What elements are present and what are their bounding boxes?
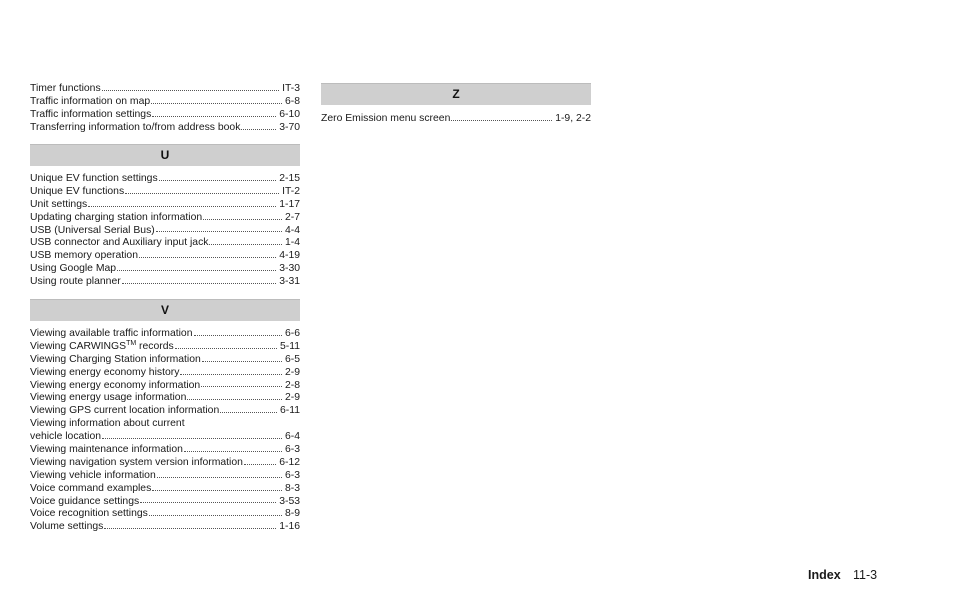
index-entry-text: Viewing information about current xyxy=(30,418,185,430)
index-group-u xyxy=(30,173,300,289)
index-entry xyxy=(321,113,591,126)
dot-leader xyxy=(125,193,279,194)
index-entry xyxy=(30,96,300,109)
index-entry xyxy=(30,250,300,263)
index-entry-text: USB connector and Auxiliary input jack xyxy=(30,237,209,249)
index-entry-page: 1-16 xyxy=(279,521,300,533)
index-entry xyxy=(30,122,300,135)
index-entry-text: USB memory operation xyxy=(30,250,138,262)
index-entry-text: Viewing navigation system version information xyxy=(30,456,243,468)
index-entry-text: Viewing GPS current location information xyxy=(30,405,220,417)
index-entry xyxy=(30,263,300,276)
trademark-superscript: TM xyxy=(126,339,137,347)
index-entry-page: 2-9 xyxy=(284,392,300,404)
dot-leader xyxy=(104,528,276,529)
dot-leader xyxy=(140,502,276,503)
index-entry-text: Volume settings xyxy=(30,521,104,533)
index-entry-text: Unique EV function settings xyxy=(30,173,158,184)
dot-leader xyxy=(244,464,276,465)
index-entry xyxy=(30,173,300,186)
index-entry xyxy=(30,431,300,444)
index-entry-page: 6-12 xyxy=(279,456,300,468)
dot-leader xyxy=(209,244,282,245)
dot-leader xyxy=(152,116,276,117)
index-entry xyxy=(30,392,300,405)
index-entry-page: 6-6 xyxy=(284,328,300,339)
index-entry-text: Transferring information to/from address book xyxy=(30,121,241,133)
index-entry-text: Voice command examples xyxy=(30,482,152,494)
dot-leader xyxy=(201,386,282,387)
dot-leader xyxy=(139,257,276,258)
index-entry xyxy=(30,276,300,289)
index-entry-text: Using Google Map xyxy=(30,263,117,275)
index-entry-page: 6-4 xyxy=(284,431,300,443)
dot-leader xyxy=(157,477,282,478)
index-entry-page: 1-4 xyxy=(284,237,300,249)
index-group-t xyxy=(30,83,300,135)
dot-leader xyxy=(451,120,552,121)
index-entry-page: 2-7 xyxy=(284,211,300,223)
dot-leader xyxy=(187,399,282,400)
dot-leader xyxy=(117,270,276,271)
dot-leader xyxy=(149,515,282,516)
index-entry-page: 2-15 xyxy=(279,173,300,184)
index-entry-text: Timer functions xyxy=(30,83,101,94)
index-entry-page: 4-19 xyxy=(279,250,300,262)
dot-leader xyxy=(156,231,282,232)
dot-leader xyxy=(159,180,277,181)
index-entry xyxy=(30,83,300,96)
dot-leader xyxy=(88,206,276,207)
index-entry-page: IT-3 xyxy=(282,83,300,94)
index-entry xyxy=(30,508,300,521)
footer-page-number: 11-3 xyxy=(853,568,878,582)
index-entry-text: Viewing maintenance information xyxy=(30,444,183,456)
dot-leader xyxy=(122,283,277,284)
index-entry-page: 6-5 xyxy=(284,353,300,365)
section-header-v: V xyxy=(30,299,300,321)
index-entry xyxy=(30,225,300,238)
dot-leader xyxy=(102,90,279,91)
dot-leader xyxy=(175,348,277,349)
index-entry xyxy=(30,483,300,496)
index-entry-page: 8-3 xyxy=(284,482,300,494)
dot-leader xyxy=(220,412,277,413)
index-entry-page: 2-9 xyxy=(284,366,300,378)
index-entry xyxy=(30,457,300,470)
index-entry-text: USB (Universal Serial Bus) xyxy=(30,224,155,236)
index-entry xyxy=(30,367,300,380)
dot-leader xyxy=(203,219,282,220)
index-entry xyxy=(30,199,300,212)
index-entry-page: 3-53 xyxy=(279,495,300,507)
index-entry-page: 3-31 xyxy=(279,276,300,288)
index-entry-text: Zero Emission menu screen xyxy=(321,113,451,124)
index-entry-page: 3-30 xyxy=(279,263,300,275)
index-entry xyxy=(30,418,300,431)
dot-leader xyxy=(184,451,282,452)
section-header-u: U xyxy=(30,144,300,166)
index-entry-text: Traffic information settings xyxy=(30,108,152,120)
index-entry xyxy=(30,354,300,367)
index-entry-page: 6-10 xyxy=(279,108,300,120)
index-entry-page: 6-8 xyxy=(284,95,300,107)
dot-leader xyxy=(102,438,282,439)
index-entry-text: Viewing energy economy history xyxy=(30,366,180,378)
index-entry xyxy=(30,405,300,418)
index-entry-text: Updating charging station information xyxy=(30,211,203,223)
index-entry-text: Viewing energy usage information xyxy=(30,392,187,404)
index-entry-text: Viewing CARWINGS™ records xyxy=(30,339,174,352)
dot-leader xyxy=(202,361,282,362)
index-entry-page: IT-2 xyxy=(282,185,300,197)
footer-section-label: Index xyxy=(808,568,841,582)
index-entry-text: Viewing energy economy information xyxy=(30,379,201,391)
index-entry-text: vehicle location xyxy=(30,431,102,443)
index-entry-text: Using route planner xyxy=(30,276,121,288)
index-entry-text: Viewing available traffic information xyxy=(30,328,193,339)
index-entry-text: Unique EV functions xyxy=(30,185,125,197)
index-entry xyxy=(30,237,300,250)
index-entry xyxy=(30,496,300,509)
dot-leader xyxy=(152,490,282,491)
index-entry xyxy=(30,521,300,534)
index-group-v xyxy=(30,328,300,534)
index-entry-text: Viewing Charging Station information xyxy=(30,353,201,365)
index-entry-text: Voice recognition settings xyxy=(30,508,148,520)
dot-leader xyxy=(151,103,282,104)
section-header-z: Z xyxy=(321,83,591,105)
dot-leader xyxy=(194,335,282,336)
dot-leader xyxy=(180,374,282,375)
index-entry xyxy=(30,328,300,341)
index-entry-text: Voice guidance settings xyxy=(30,495,140,507)
index-entry-page: 1-9, 2-2 xyxy=(555,113,591,124)
index-entry-page: 4-4 xyxy=(284,224,300,236)
index-entry xyxy=(30,212,300,225)
index-entry-page: 8-9 xyxy=(284,508,300,520)
index-entry-page: 6-3 xyxy=(284,444,300,456)
index-entry-text: Unit settings xyxy=(30,198,88,210)
index-group-z xyxy=(321,113,591,126)
index-entry-page: 6-11 xyxy=(279,405,300,417)
index-entry-text: Traffic information on map xyxy=(30,95,151,107)
index-entry xyxy=(30,186,300,199)
index-entry-page: 5-11 xyxy=(279,340,300,352)
index-entry-page: 2-8 xyxy=(284,379,300,391)
dot-leader xyxy=(241,129,276,130)
index-entry xyxy=(30,380,300,393)
index-entry-page: 1-17 xyxy=(279,198,300,210)
index-entry xyxy=(30,109,300,122)
index-entry xyxy=(30,470,300,483)
index-entry-page: 6-3 xyxy=(284,469,300,481)
index-entry xyxy=(30,341,300,354)
index-entry-text: Viewing vehicle information xyxy=(30,469,156,481)
index-entry xyxy=(30,444,300,457)
index-entry-page: 3-70 xyxy=(279,121,300,133)
